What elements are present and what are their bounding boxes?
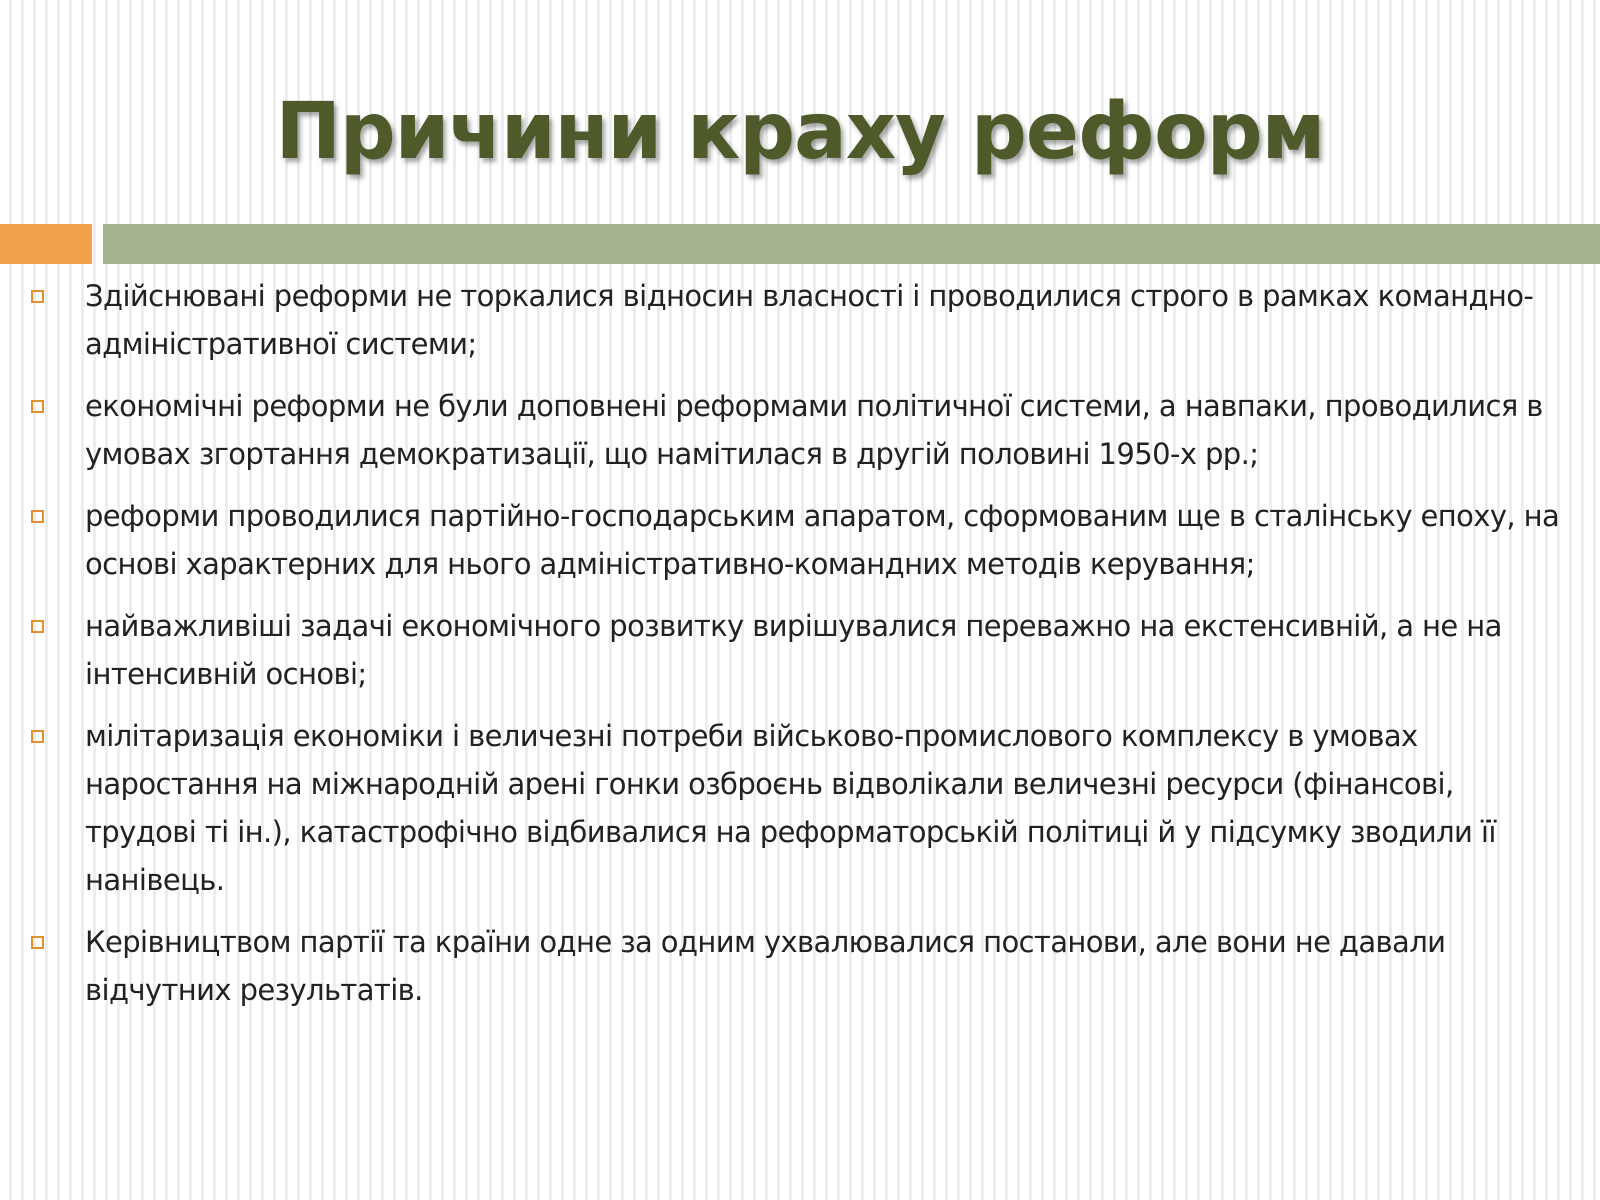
hollow-square-icon (31, 730, 44, 743)
bullet-text: Здійснювані реформи не торкалися відносин власності і проводилися строго в рамках командно-адміністративної системи; (85, 279, 1534, 361)
hollow-square-icon (31, 290, 44, 303)
list-item (0, 918, 1600, 1014)
hollow-square-icon (31, 936, 44, 949)
bullet-text: мілітаризація економіки і величезні потреби військово-промислового комплексу в умовах наростання на міжнародній арені гонки озброєнь відволікали величезні ресурси (фінансові, трудові ті ін.), катастрофічно відбивалися на реформаторській політиці й у підсумку зводили її нанівець. (85, 719, 1496, 897)
list-item (0, 272, 1600, 368)
list-item (0, 382, 1600, 478)
list-item (0, 712, 1600, 904)
bullet-text: найважливіші задачі економічного розвитку вирішувалися переважно на екстенсивній, а не на інтенсивній основі; (85, 609, 1502, 691)
bullet-text: економічні реформи не були доповнені реформами політичної системи, а навпаки, проводилися в умовах згортання демократизації, що намітилася в другій половині 1950-х рр.; (85, 389, 1543, 471)
accent-bar-orange (0, 224, 92, 264)
bullet-list (0, 272, 1600, 1028)
list-item (0, 602, 1600, 698)
slide-title: Причини краху реформ (275, 87, 1325, 177)
bullet-text: реформи проводилися партійно-господарським апаратом, сформованим ще в сталінську епоху, на основі характерних для нього адміністративно-командних методів керування; (85, 499, 1560, 581)
list-item (0, 492, 1600, 588)
accent-bar-green (103, 224, 1600, 264)
hollow-square-icon (31, 400, 44, 413)
hollow-square-icon (31, 620, 44, 633)
hollow-square-icon (31, 510, 44, 523)
bullet-text: Керівництвом партії та країни одне за одним ухвалювалися постанови, але вони не давали відчутних результатів. (85, 925, 1446, 1007)
